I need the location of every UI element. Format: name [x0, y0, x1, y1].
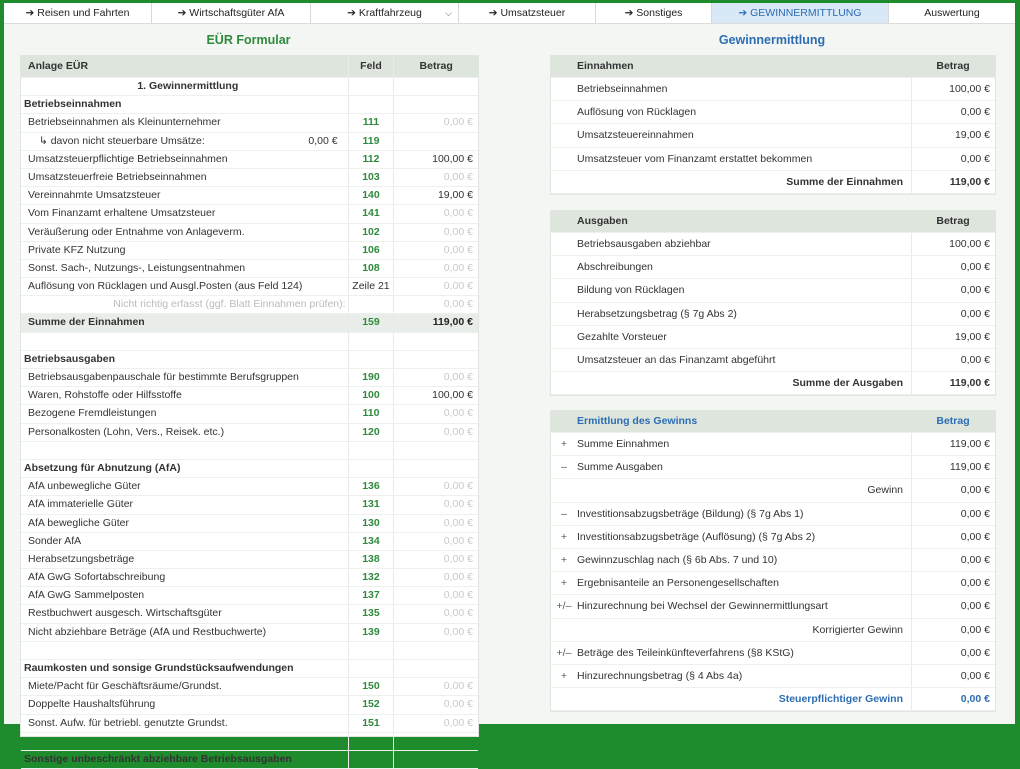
sign-cell — [551, 124, 577, 146]
row-betrag: 0,00 € — [911, 349, 995, 371]
row-feld: 108 — [348, 260, 395, 277]
form-row — [21, 587, 478, 605]
row-betrag[interactable]: 0,00 € — [443, 280, 473, 293]
row-betrag — [394, 351, 478, 368]
row-label: Veräußerung oder Entnahme von Anlageverm. — [28, 225, 245, 238]
header-betrag: Betrag — [419, 60, 453, 72]
inline-amount[interactable]: 0,00 € — [308, 134, 338, 147]
table-row — [551, 595, 995, 618]
row-label: Miete/Pacht für Geschäftsräume/Grundst. — [28, 680, 222, 693]
row-label: Betriebseinnahmen — [577, 83, 668, 95]
row-betrag: 0,00 € — [911, 665, 995, 687]
row-label: Hinzurechnung bei Wechsel der Gewinnermittlungsart — [577, 600, 828, 613]
row-feld: 120 — [348, 424, 395, 441]
row-feld: 138 — [348, 551, 395, 568]
tab-sonstiges[interactable] — [596, 3, 712, 23]
row-feld: 159 — [348, 314, 395, 331]
header-feld: Feld — [348, 56, 395, 77]
row-feld: 135 — [348, 605, 395, 622]
form-row — [21, 242, 478, 260]
sign-cell: – — [561, 507, 567, 520]
section-heading — [21, 460, 478, 478]
form-header — [21, 56, 478, 78]
row-betrag[interactable]: 0,00 € — [443, 552, 473, 565]
row-betrag: 0,00 € — [911, 572, 995, 594]
row-label: Auflösung von Rücklagen und Ausgl.Posten (aus Feld 124) — [28, 280, 303, 293]
row-label: Sonst. Aufw. für betriebl. genutzte Grundst. — [28, 716, 228, 729]
row-betrag: 119,00 € — [911, 456, 995, 478]
form-row — [21, 187, 478, 205]
table-row — [551, 326, 995, 349]
sign-cell — [551, 303, 577, 325]
sign-cell — [551, 326, 577, 348]
row-feld: 151 — [348, 715, 395, 732]
sign-cell — [551, 279, 577, 301]
row-betrag[interactable]: 0,00 € — [443, 207, 473, 220]
section-heading — [21, 751, 478, 769]
row-label: Betriebsausgabenpauschale für bestimmte Berufsgruppen — [28, 371, 299, 383]
row-betrag: 0,00 € — [911, 619, 995, 641]
row-betrag: 0,00 € — [911, 148, 995, 170]
form-row — [21, 205, 478, 223]
row-betrag[interactable]: 0,00 € — [443, 298, 473, 311]
row-betrag[interactable]: 0,00 € — [443, 371, 473, 383]
right-title: Gewinnermittlung — [718, 33, 826, 47]
row-label: Herabsetzungsbeträge — [28, 552, 135, 565]
row-betrag — [394, 442, 478, 459]
form-row — [21, 678, 478, 696]
row-label: Gezahlte Vorsteuer — [577, 330, 667, 343]
table-row — [551, 233, 995, 256]
row-feld — [348, 96, 395, 113]
gewinn-header — [551, 411, 995, 433]
row-label: Investitionsabzugsbeträge (Bildung) (§ 7g Abs 1) — [577, 507, 804, 520]
row-feld: Zeile 21 — [348, 278, 395, 295]
tab-auswertung[interactable] — [889, 3, 1015, 23]
row-feld: 110 — [348, 405, 395, 422]
row-label: Gewinn — [867, 484, 903, 497]
row-label: AfA unbewegliche Güter — [28, 480, 141, 493]
row-betrag: 119,00 € — [911, 433, 995, 455]
spacer — [551, 372, 577, 394]
sign-cell — [551, 349, 577, 371]
tab-gewinnermittlung[interactable] — [712, 3, 889, 23]
subtotal-row — [551, 479, 995, 502]
form-row — [21, 605, 478, 623]
row-betrag[interactable]: 0,00 € — [443, 607, 473, 620]
chevron-down-icon[interactable]: ⌵ — [445, 8, 452, 18]
row-label: Betriebseinnahmen — [24, 98, 122, 111]
tab-label: ➔ Umsatzsteuer — [488, 7, 566, 19]
form-row — [21, 133, 478, 151]
row-betrag[interactable]: 0,00 € — [443, 498, 473, 511]
row-label: Beträge des Teileinkünfteverfahrens (§8 KStG) — [577, 646, 794, 659]
row-betrag: 0,00 € — [911, 503, 995, 525]
row-feld — [348, 460, 395, 477]
tab-label: Auswertung — [924, 7, 980, 19]
gewinn-total — [551, 688, 995, 711]
sign-cell — [551, 256, 577, 278]
form-row — [21, 260, 478, 278]
row-betrag[interactable]: 0,00 € — [443, 480, 473, 493]
row-betrag[interactable]: 0,00 € — [443, 261, 473, 274]
spacer — [551, 56, 577, 77]
einnahmen-table — [550, 55, 996, 195]
row-betrag[interactable]: 0,00 € — [443, 698, 473, 711]
row-feld: 111 — [348, 114, 395, 131]
row-feld: 190 — [348, 369, 395, 386]
row-betrag — [394, 660, 478, 677]
row-betrag — [394, 96, 478, 113]
row-betrag: 0,00 € — [911, 549, 995, 571]
row-feld: 112 — [348, 151, 395, 168]
form-row — [21, 169, 478, 187]
row-betrag — [394, 333, 478, 350]
row-feld: 139 — [348, 624, 395, 641]
form-row — [21, 151, 478, 169]
table-row — [551, 572, 995, 595]
table-row — [551, 642, 995, 665]
sign-cell: + — [560, 669, 568, 682]
row-betrag[interactable]: 0,00 € — [443, 571, 473, 584]
form-row — [21, 296, 478, 314]
row-betrag: 0,00 € — [911, 595, 995, 617]
row-label: Umsatzsteuer an das Finanzamt abgeführt — [577, 353, 776, 366]
total-betrag: 0,00 € — [911, 688, 995, 710]
row-feld: 134 — [348, 533, 395, 550]
tab-label: ➔ Sonstiges — [624, 7, 683, 19]
row-label: Doppelte Haushaltsführung — [28, 698, 156, 711]
form-row — [21, 533, 478, 551]
row-label: Abschreibungen — [577, 261, 653, 274]
row-label: Betriebseinnahmen als Kleinunternehmer — [28, 116, 221, 129]
row-label: Raumkosten und sonsige Grundstücksaufwendungen — [24, 662, 294, 674]
sign-cell — [551, 78, 577, 100]
row-label: Betriebsausgaben — [24, 352, 116, 365]
form-row — [21, 733, 478, 751]
row-betrag[interactable]: 0,00 € — [443, 116, 473, 129]
tab-label: ➔ Kraftfahrzeug — [347, 7, 422, 19]
table-row — [551, 78, 995, 101]
header-betrag: Betrag — [936, 415, 970, 427]
row-label: Umsatzsteuerpflichtige Betriebseinnahmen — [28, 152, 228, 165]
form-row — [21, 715, 478, 733]
table-row — [551, 279, 995, 302]
section-heading — [21, 351, 478, 369]
row-feld: 119 — [348, 133, 395, 150]
header-label: Einnahmen — [577, 60, 634, 72]
row-betrag[interactable]: 100,00 € — [432, 152, 473, 165]
header-label: Ermittlung des Gewinns — [577, 415, 698, 427]
row-betrag: 100,00 € — [911, 233, 995, 255]
row-label: Sonstige unbeschränkt abziehbare Betriebsausgaben — [24, 752, 292, 765]
row-label: Summe Einnahmen — [577, 438, 670, 450]
row-label: Nicht abziehbare Beträge (AfA und Restbuchwerte) — [28, 625, 267, 638]
row-betrag[interactable]: 0,00 € — [443, 243, 473, 256]
sign-cell: + — [560, 438, 568, 450]
sign-cell — [551, 101, 577, 123]
form-row — [21, 696, 478, 714]
spacer — [551, 171, 577, 193]
row-label: Absetzung für Abnutzung (AfA) — [24, 461, 181, 474]
section-heading — [21, 660, 478, 678]
row-betrag: 0,00 € — [911, 279, 995, 301]
form-row — [21, 369, 478, 387]
form-row — [21, 424, 478, 442]
table-row — [551, 303, 995, 326]
table-row — [551, 101, 995, 124]
table-row — [551, 503, 995, 526]
form-row — [21, 78, 478, 96]
row-feld: 137 — [348, 587, 395, 604]
row-feld — [348, 78, 395, 95]
row-feld — [348, 296, 395, 313]
sign-cell — [551, 411, 577, 432]
left-title: EÜR Formular — [206, 33, 291, 47]
row-feld — [348, 642, 395, 659]
row-betrag[interactable]: 0,00 € — [443, 516, 473, 529]
tab-reisen-und-fahrten[interactable] — [4, 3, 152, 23]
tab-wirtschaftsgueter-afa[interactable] — [152, 3, 311, 23]
sign-cell: + — [560, 553, 568, 566]
row-label — [21, 642, 348, 659]
row-betrag[interactable]: 0,00 € — [443, 425, 473, 438]
table-row — [551, 349, 995, 372]
table-row — [551, 456, 995, 479]
sign-cell — [551, 148, 577, 170]
row-label: Nicht richtig erfasst (ggf. Blatt Einnahmen prüfen): — [113, 298, 346, 311]
table-row — [551, 148, 995, 171]
row-betrag[interactable]: 0,00 € — [443, 589, 473, 602]
row-label: ↳ davon nicht steuerbare Umsätze: 0,00 € — [21, 133, 348, 150]
row-betrag — [394, 733, 478, 750]
form-row — [21, 642, 478, 660]
row-label: Restbuchwert ausgesch. Wirtschaftsgüter — [28, 607, 222, 620]
row-label: Umsatzsteuer vom Finanzamt erstattet bekommen — [577, 152, 813, 165]
row-betrag[interactable]: 0,00 € — [443, 225, 473, 238]
row-betrag[interactable]: 0,00 € — [443, 407, 473, 420]
table-row — [551, 526, 995, 549]
row-betrag: 0,00 € — [911, 526, 995, 548]
form-row — [21, 387, 478, 405]
row-betrag — [394, 751, 478, 768]
row-label — [21, 733, 348, 750]
tab-label: ➔ Wirtschaftsgüter AfA — [177, 7, 285, 19]
row-label: Gewinnzuschlag nach (§ 6b Abs. 7 und 10) — [577, 553, 778, 566]
row-label: Korrigierter Gewinn — [812, 623, 903, 636]
total-label: Summe der Einnahmen — [786, 175, 903, 188]
row-label: AfA GwG Sammelposten — [28, 589, 145, 602]
row-betrag: 19,00 € — [911, 326, 995, 348]
sign-cell: – — [561, 461, 567, 474]
row-feld: 131 — [348, 496, 395, 513]
row-feld: 152 — [348, 696, 395, 713]
tab-label: ➔ Reisen und Fahrten — [25, 7, 130, 19]
row-label: Personalkosten (Lohn, Vers., Reisek. etc.) — [28, 425, 225, 438]
row-feld — [348, 351, 395, 368]
form-row — [21, 569, 478, 587]
row-label: Umsatzsteuerfreie Betriebseinnahmen — [28, 170, 207, 183]
row-feld: 141 — [348, 205, 395, 222]
row-label: Betriebsausgaben abziehbar — [577, 238, 711, 250]
row-betrag — [394, 78, 478, 95]
row-label: Umsatzsteuereinnahmen — [577, 129, 694, 142]
row-betrag: 0,00 € — [911, 101, 995, 123]
spacer — [551, 688, 577, 710]
app-window — [4, 3, 1015, 765]
row-label: Waren, Rohstoffe oder Hilfsstoffe — [28, 389, 182, 402]
form-row — [21, 333, 478, 351]
table-row — [551, 256, 995, 279]
sign-cell: + — [560, 577, 568, 590]
sign-cell — [551, 233, 577, 255]
form-row — [21, 515, 478, 533]
row-label — [21, 442, 348, 459]
form-row — [21, 496, 478, 514]
ausgaben-total — [551, 372, 995, 395]
row-betrag — [394, 460, 478, 477]
row-feld: 106 — [348, 242, 395, 259]
row-feld: 130 — [348, 515, 395, 532]
row-label: Summe Ausgaben — [577, 461, 663, 474]
row-betrag: 19,00 € — [911, 124, 995, 146]
row-label: Ergebnisanteile an Personengesellschaften — [577, 577, 779, 590]
row-label: AfA bewegliche Güter — [28, 516, 129, 529]
total-label: Summe der Ausgaben — [792, 377, 903, 390]
form-row — [21, 624, 478, 642]
subtotal-row — [551, 619, 995, 642]
row-feld — [348, 751, 395, 768]
form-row — [21, 114, 478, 132]
row-label: Hinzurechnungsbetrag (§ 4 Abs 4a) — [577, 669, 743, 682]
row-betrag[interactable]: 0,00 € — [443, 625, 473, 638]
row-label: Herabsetzungsbetrag (§ 7g Abs 2) — [577, 307, 737, 320]
row-betrag — [394, 642, 478, 659]
row-betrag[interactable]: 0,00 € — [443, 170, 473, 183]
einnahmen-header — [551, 56, 995, 78]
row-betrag[interactable]: 19,00 € — [437, 189, 473, 202]
row-betrag[interactable]: 0,00 € — [443, 716, 473, 729]
row-betrag[interactable]: 0,00 € — [443, 680, 473, 693]
form-row — [21, 224, 478, 242]
row-feld — [348, 733, 395, 750]
row-feld — [348, 333, 395, 350]
gewinn-table — [550, 410, 996, 712]
table-row — [551, 549, 995, 572]
form-row — [21, 405, 478, 423]
total-label: Steuerpflichtiger Gewinn — [778, 693, 903, 706]
table-row — [551, 433, 995, 456]
row-feld — [348, 660, 395, 677]
header-anlage: Anlage EÜR — [28, 60, 89, 72]
tab-label: ➔ GEWINNERMITTLUNG — [738, 7, 862, 19]
row-betrag: 0,00 € — [911, 256, 995, 278]
spacer — [551, 211, 577, 232]
header-betrag: Betrag — [936, 215, 970, 227]
total-betrag: 119,00 € — [911, 171, 995, 193]
row-feld: 150 — [348, 678, 395, 695]
ausgaben-table — [550, 210, 996, 396]
table-row — [551, 665, 995, 688]
row-feld — [348, 442, 395, 459]
tab-bar — [4, 3, 1015, 24]
row-feld: 100 — [348, 387, 395, 404]
ausgaben-header — [551, 211, 995, 233]
row-feld: 136 — [348, 478, 395, 495]
sign-cell: +/– — [556, 646, 572, 659]
row-betrag[interactable]: 0,00 € — [443, 534, 473, 547]
row-label: Sonder AfA — [28, 534, 82, 547]
euer-form — [20, 55, 479, 765]
row-label: AfA GwG Sofortabschreibung — [28, 571, 166, 584]
row-label: Private KFZ Nutzung — [28, 243, 126, 256]
row-feld: 140 — [348, 187, 395, 204]
sign-cell: +/– — [556, 600, 572, 613]
sign-cell: + — [560, 530, 568, 543]
section-heading — [21, 96, 478, 114]
row-label: Bezogene Fremdleistungen — [28, 407, 157, 420]
row-label: Investitionsabzugsbeträge (Auflösung) (§ 7g Abs 2) — [577, 530, 816, 543]
table-row — [551, 124, 995, 147]
row-label: Sonst. Sach-, Nutzungs-, Leistungsentnahmen — [28, 261, 246, 274]
row-betrag[interactable] — [394, 133, 478, 150]
form-row — [21, 442, 478, 460]
header-label: Ausgaben — [577, 215, 628, 227]
sign-cell — [551, 619, 577, 641]
row-label: AfA immaterielle Güter — [28, 498, 134, 511]
row-label — [21, 333, 348, 350]
total-row — [21, 314, 478, 332]
form-row — [21, 278, 478, 296]
row-label: Bildung von Rücklagen — [577, 284, 685, 297]
total-betrag: 119,00 € — [911, 372, 995, 394]
row-betrag: 0,00 € — [911, 303, 995, 325]
row-feld: 132 — [348, 569, 395, 586]
tab-kraftfahrzeug[interactable] — [311, 3, 459, 23]
row-betrag: 100,00 € — [911, 78, 995, 100]
row-label: 1. Gewinnermittlung — [137, 80, 239, 92]
row-feld: 103 — [348, 169, 395, 186]
form-row — [21, 551, 478, 569]
row-betrag: 0,00 € — [911, 642, 995, 664]
form-row — [21, 478, 478, 496]
row-label: Vereinnahmte Umsatzsteuer — [28, 189, 161, 202]
row-betrag: 119,00 € — [432, 316, 473, 329]
header-betrag: Betrag — [936, 60, 970, 72]
einnahmen-total — [551, 171, 995, 194]
row-label: Vom Finanzamt erhaltene Umsatzsteuer — [28, 207, 216, 220]
row-feld: 102 — [348, 224, 395, 241]
row-betrag[interactable]: 100,00 € — [432, 389, 473, 402]
row-betrag: 0,00 € — [911, 479, 995, 501]
tab-umsatzsteuer[interactable] — [459, 3, 596, 23]
sign-cell — [551, 479, 577, 501]
row-label: Auflösung von Rücklagen — [577, 106, 697, 119]
row-label: Summe der Einnahmen — [28, 316, 145, 329]
